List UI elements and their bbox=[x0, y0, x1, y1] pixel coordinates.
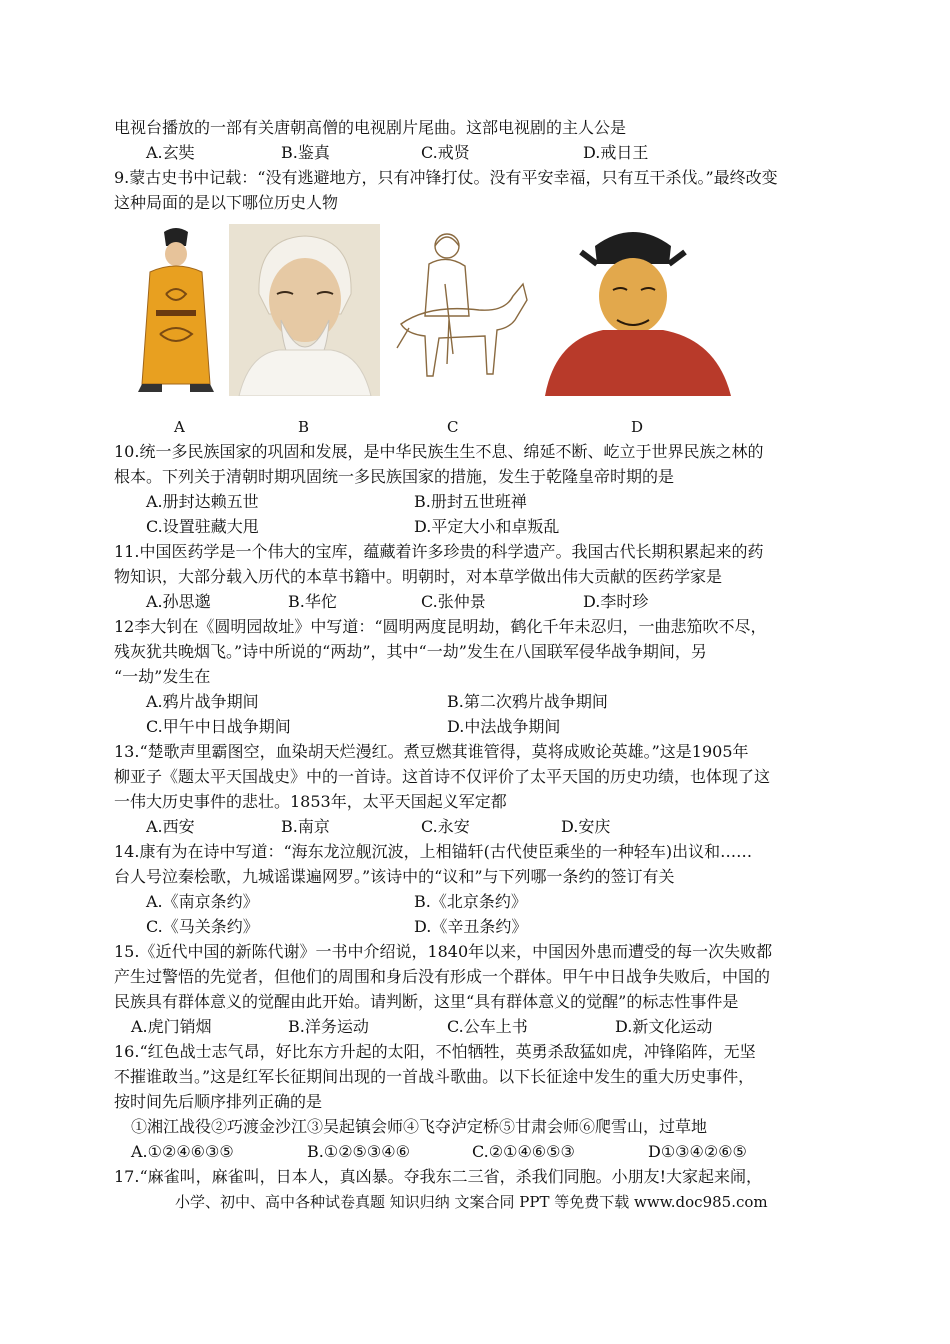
q12-option-a: A.鸦片战争期间 bbox=[146, 692, 259, 711]
sketch-horse-rider-image bbox=[389, 224, 531, 396]
q16-stem-line-1: 16.“红色战士志气昂，好比东方升起的太阳，不怕牺牲，英勇杀敌猛如虎，冲锋陷阵，无坚 bbox=[114, 1042, 756, 1061]
q8-option-d: D.戒日王 bbox=[583, 143, 649, 162]
q15-stem-line-1: 15.《近代中国的新陈代谢》一书中介绍说，1840年以来，中国因外患而遭受的每一次失败都 bbox=[114, 942, 773, 961]
q8-option-b: B.鉴真 bbox=[281, 143, 330, 162]
q12-stem-line-3: “一劫”发生在 bbox=[114, 667, 211, 686]
q11-option-c: C.张仲景 bbox=[421, 592, 486, 611]
q11-option-b: B.华佗 bbox=[288, 592, 337, 611]
q10-stem-line-2: 根本。下列关于清朝时期巩固统一多民族国家的措施，发生于乾隆皇帝时期的是 bbox=[114, 467, 675, 486]
q14-option-c: C.《马关条约》 bbox=[146, 917, 259, 936]
q16-option-c: C.②①④⑥⑤③ bbox=[472, 1142, 575, 1161]
q9-stem-line-1: 9.蒙古史书中记载：“没有逃避地方，只有冲锋打仗。没有平安幸福，只有互干杀伐。”最终改变 bbox=[114, 168, 778, 187]
figure-label-c: C bbox=[447, 418, 459, 436]
q13-option-c: C.永安 bbox=[421, 817, 470, 836]
q8-option-a: A.玄奘 bbox=[146, 143, 195, 162]
figure-label-d: D bbox=[631, 418, 644, 436]
q15-stem-line-3: 民族具有群体意义的觉醒由此开始。请判断，这里“具有群体意义的觉醒”的标志性事件是 bbox=[114, 992, 739, 1011]
q11-stem-line-2: 物知识，大部分载入历代的本草书籍中。明朝时，对本草学做出伟大贡献的医药学家是 bbox=[114, 567, 723, 586]
q8-option-c: C.戒贤 bbox=[421, 143, 470, 162]
q8-stem-line: 电视台播放的一部有关唐朝高僧的电视剧片尾曲。这部电视剧的主人公是 bbox=[114, 118, 627, 137]
q13-option-a: A.西安 bbox=[146, 817, 195, 836]
q14-stem-line-2: 台人号泣秦桧歌，九城谣谍遍网罗。”该诗中的“议和”与下列哪一条约的签订有关 bbox=[114, 867, 675, 886]
q15-stem-line-2: 产生过警悟的先觉者，但他们的周围和身后没有形成一个群体。甲午中日战争失败后，中国的 bbox=[114, 967, 771, 986]
q16-option-a: A.①②④⑥③⑤ bbox=[131, 1142, 234, 1161]
q15-option-c: C.公车上书 bbox=[447, 1017, 528, 1036]
q9-stem-line-2: 这种局面的是以下哪位历史人物 bbox=[114, 193, 339, 212]
q17-stem-line-1: 17.“麻雀叫，麻雀叫，日本人，真凶暴。夺我东二三省，杀我们同胞。小朋友!大家起来闹， bbox=[114, 1167, 763, 1186]
q13-stem-line-3: 一伟大历史事件的悲壮。1853年，太平天国起义军定都 bbox=[114, 792, 507, 811]
q15-option-a: A.虎门销烟 bbox=[131, 1017, 212, 1036]
portrait-tang-emperor-image bbox=[126, 224, 226, 396]
q16-stem-line-2: 不摧谁敢当。”这是红军长征期间出现的一首战斗歌曲。以下长征途中发生的重大历史事件， bbox=[114, 1067, 755, 1086]
q16-option-d: D①③④②⑥⑤ bbox=[648, 1142, 747, 1161]
q10-stem-line-1: 10.统一多民族国家的巩固和发展，是中华民族生生不息、绵延不断、屹立于世界民族之林的 bbox=[114, 442, 764, 461]
figure-label-b: B bbox=[298, 418, 310, 436]
q16-stem-line-3: 按时间先后顺序排列正确的是 bbox=[114, 1092, 323, 1111]
portrait-ming-emperor-image bbox=[541, 224, 735, 396]
q14-stem-line-1: 14.康有为在诗中写道：“海东龙泣舰沉波，上相锚轩(古代使臣乘坐的一种轻车)出议和…… bbox=[114, 842, 753, 861]
q10-option-c: C.设置驻藏大甩 bbox=[146, 517, 259, 536]
q11-option-a: A.孙思邈 bbox=[146, 592, 211, 611]
q10-option-b: B.册封五世班禅 bbox=[414, 492, 527, 511]
q15-option-b: B.洋务运动 bbox=[288, 1017, 369, 1036]
figure-label-a: A bbox=[174, 418, 185, 436]
q10-option-d: D.平定大小和卓叛乱 bbox=[414, 517, 560, 536]
q16-option-b: B.①②⑤③④⑥ bbox=[307, 1142, 410, 1161]
q12-stem-line-1: 12李大钊在《圆明园故址》中写道：“圆明两度昆明劫，鹤化千年未忍归，一曲悲笳吹不尽， bbox=[114, 617, 767, 636]
q14-option-d: D.《辛丑条约》 bbox=[414, 917, 528, 936]
page-footer: 小学、初中、高中各种试卷真题 知识归纳 文案合同 PPT 等免费下载 www.doc985.com bbox=[175, 1193, 768, 1211]
q11-stem-line-1: 11.中国医药学是一个伟大的宝库，蕴藏着许多珍贵的科学遗产。我国古代长期积累起来的药 bbox=[114, 542, 764, 561]
q12-option-d: D.中法战争期间 bbox=[447, 717, 561, 736]
q12-stem-line-2: 残灰犹共晚烟飞。”诗中所说的“两劫”，其中“一劫”发生在八国联军侵华战争期间，另 bbox=[114, 642, 707, 661]
q14-option-a: A.《南京条约》 bbox=[146, 892, 259, 911]
q13-option-d: D.安庆 bbox=[561, 817, 611, 836]
q12-option-c: C.甲午中日战争期间 bbox=[146, 717, 291, 736]
q14-option-b: B.《北京条约》 bbox=[414, 892, 527, 911]
q12-option-b: B.第二次鸦片战争期间 bbox=[447, 692, 608, 711]
q13-option-b: B.南京 bbox=[281, 817, 330, 836]
q15-option-d: D.新文化运动 bbox=[615, 1017, 713, 1036]
q13-stem-line-2: 柳亚子《题太平天国战史》中的一首诗。这首诗不仅评价了太平天国的历史功绩，也体现了这 bbox=[114, 767, 771, 786]
q16-event-list: ①湘江战役②巧渡金沙江③吴起镇会师④飞夺泸定桥⑤甘肃会师⑥爬雪山，过草地 bbox=[131, 1117, 708, 1136]
q10-option-a: A.册封达赖五世 bbox=[146, 492, 259, 511]
portrait-genghis-khan-image bbox=[229, 224, 380, 396]
q11-option-d: D.李时珍 bbox=[583, 592, 649, 611]
q13-stem-line-1: 13.“楚歌声里霸图空，血染胡天烂漫红。煮豆燃萁谁管得，莫将成败论英雄。”这是1905年 bbox=[114, 742, 749, 761]
